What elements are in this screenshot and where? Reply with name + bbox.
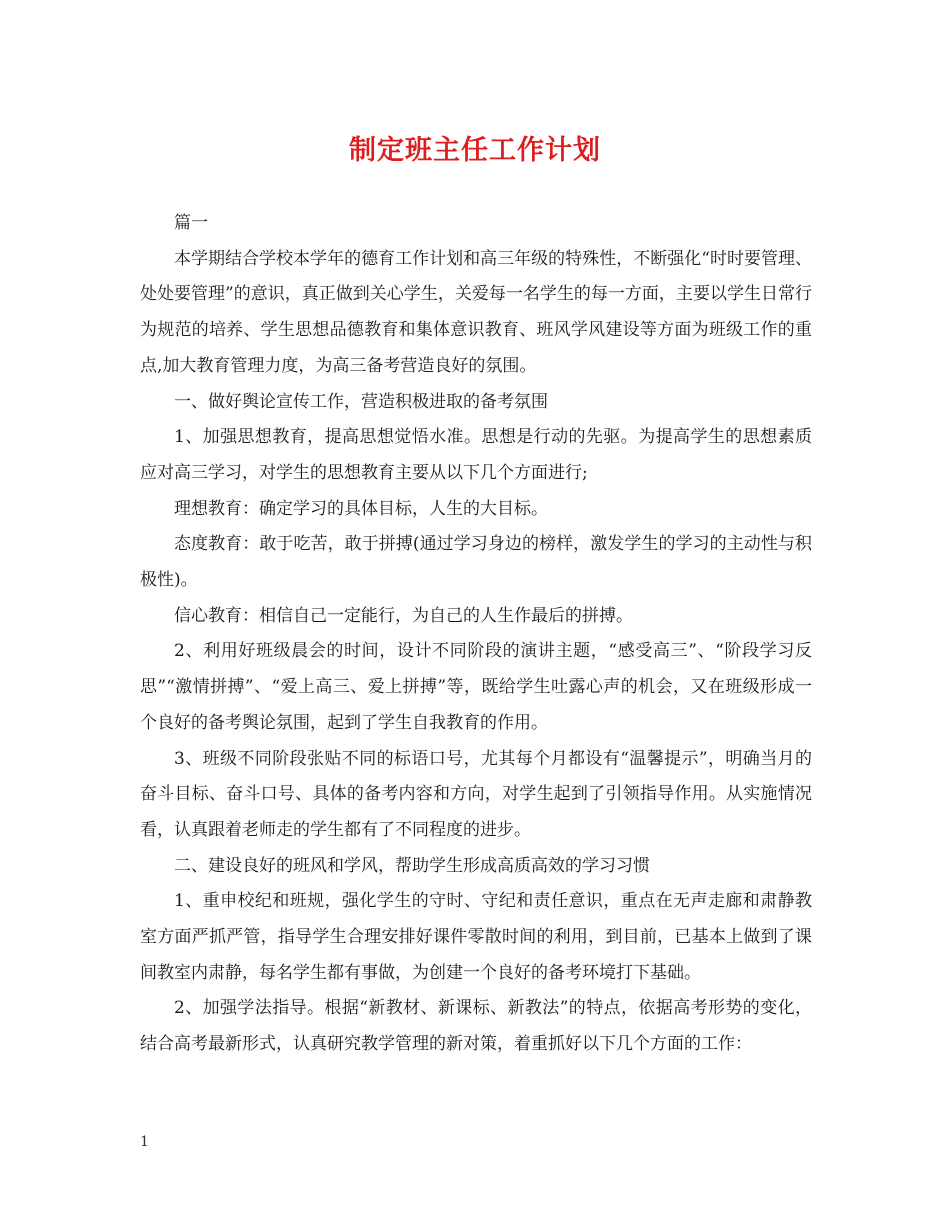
paragraph-1-1: 1、加强思想教育，提高思想觉悟水准。思想是行动的先驱。为提高学生的思想素质应对高三学习，对学生的思想教育主要从以下几个方面进行;	[140, 427, 812, 483]
paragraph-1-2: 2、利用好班级晨会的时间，设计不同阶段的演讲主题，“感受高三”、“阶段学习反思”“激情拼搏”、“爱上高三、爱上拼搏”等，既给学生吐露心声的机会，又在班级形成一个良好的备考舆论氛围，起到了学生自我教育的作用。	[140, 641, 812, 733]
document-body	[140, 206, 812, 1063]
document-title: 制定班主任工作计划	[349, 135, 601, 166]
page-number: 1	[140, 1134, 149, 1150]
paragraph-section-label: 篇一	[174, 213, 208, 233]
heading-section-2: 二、建设良好的班风和学风，帮助学生形成高质高效的学习习惯	[174, 855, 650, 876]
paragraph-ideal-education: 理想教育：确定学习的具体目标，人生的大目标。	[174, 498, 548, 519]
paragraph-confidence-education: 信心教育：相信自己一定能行，为自己的人生作最后的拼搏。	[174, 605, 633, 626]
paragraph-intro: 本学期结合学校本学年的德育工作计划和高三年级的特殊性，不断强化“时时要管理、处处要管理”的意识，真正做到关心学生，关爱每一名学生的每一方面，主要以学生日常行为规范的培养、学生思想品德教育和集体意识教育、班风学风建设等方面为班级工作的重点,加大教育管理力度，为高三备考营造良好的氛围。	[140, 248, 812, 376]
paragraph-attitude-education: 态度教育：敢于吃苦，敢于拼搏(通过学习身边的榜样，激发学生的学习的主动性与积极性)。	[140, 534, 812, 591]
heading-section-1: 一、做好舆论宣传工作，营造积极进取的备考氛围	[174, 391, 548, 412]
paragraph-1-3: 3、班级不同阶段张贴不同的标语口号，尤其每个月都设有“温馨提示”，明确当月的奋斗目标、奋斗口号、具体的备考内容和方向，对学生起到了引领指导作用。从实施情况看，认真跟着老师走的学生都有了不同程度的进步。	[140, 748, 812, 840]
paragraph-2-1: 1、重申校纪和班规，强化学生的守时、守纪和责任意识，重点在无声走廊和肃静教室方面严抓严管，指导学生合理安排好课件零散时间的利用，到目前，已基本上做到了课间教室内肃静，每名学生都有事做，为创建一个良好的备考环境打下基础。	[140, 891, 812, 983]
paragraph-2-2: 2、加强学法指导。根据“新教材、新课标、新教法”的特点，依据高考形势的变化，结合高考最新形式，认真研究教学管理的新对策，着重抓好以下几个方面的工作：	[140, 998, 812, 1055]
